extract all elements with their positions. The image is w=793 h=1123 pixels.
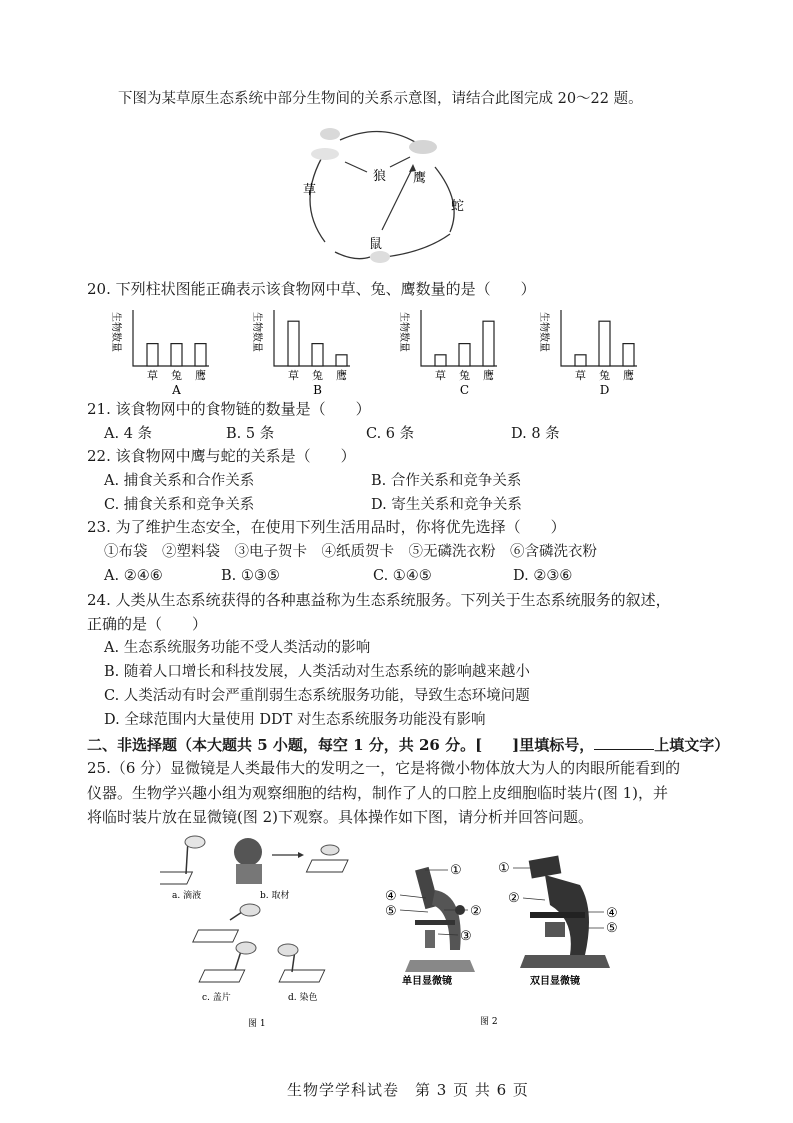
bar-鹰	[195, 344, 206, 366]
category-label: 兔	[171, 369, 182, 382]
bar-兔	[171, 344, 182, 366]
food-web-diagram	[285, 112, 485, 272]
bar-鹰	[623, 344, 634, 366]
section2-title-tail: 上填文字）	[654, 736, 730, 754]
bino-num-4: ④	[606, 906, 618, 921]
y-axis-label: 生物数量	[538, 312, 549, 352]
page-footer: 生物学学科试卷 第 3 页 共 6 页	[287, 1081, 529, 1099]
bar-鹰	[483, 321, 494, 366]
step-b-label: b. 取材	[260, 891, 290, 901]
category-label: 兔	[459, 369, 470, 382]
category-label: 草	[147, 369, 158, 382]
q23-option-b: B. ①③⑤	[221, 568, 280, 584]
section2-title-text: 二、非选择题（本大题共 5 小题，每空 1 分，共 26 分。[ ]里填标号，	[87, 736, 595, 754]
mono-num-3: ③	[460, 929, 472, 944]
label-snake: 蛇	[451, 199, 465, 214]
q21-option-c: C. 6 条	[366, 426, 415, 442]
bar-兔	[459, 344, 470, 366]
bar-草	[288, 321, 299, 366]
q24-option-d: D. 全球范围内大量使用 DDT 对生态系统服务功能没有影响	[104, 712, 486, 728]
chart-option-label: C	[459, 383, 470, 396]
y-axis-label: 生物数量	[398, 312, 409, 352]
mono-num-2: ②	[470, 904, 482, 919]
step-d-label: d. 染色	[288, 993, 318, 1003]
q23-option-a: A. ②④⑥	[104, 568, 163, 584]
arrow-line	[345, 162, 367, 172]
label-mouse: 鼠	[369, 237, 383, 252]
category-label: 兔	[312, 369, 323, 382]
q24-option-c: C. 人类活动有时会严重削弱生态系统服务功能，导致生态环境问题	[104, 688, 530, 704]
category-label: 鹰	[336, 369, 347, 382]
step-c-label: c. 盖片	[202, 993, 231, 1003]
q21-option-b: B. 5 条	[226, 426, 275, 442]
bar-chart-c	[393, 304, 503, 396]
q21-option-a: A. 4 条	[104, 426, 153, 442]
figure-2-caption: 图 2	[480, 1017, 498, 1027]
q22-option-c: C. 捕食关系和竞争关系	[104, 497, 255, 513]
y-axis-label: 生物数量	[110, 312, 121, 352]
category-label: 草	[288, 369, 299, 382]
step-a-illustration	[160, 836, 205, 884]
mono-num-4: ④	[385, 889, 397, 904]
grass-image	[311, 148, 339, 160]
q24-option-a: A. 生态系统服务功能不受人类活动的影响	[104, 640, 371, 656]
q20-stem: 20. 下列柱状图能正确表示该食物网中草、兔、鹰数量的是（ ）	[87, 280, 536, 298]
q22-stem: 22. 该食物网中鹰与蛇的关系是（ ）	[87, 447, 356, 465]
arrow-line	[390, 157, 410, 167]
q25-line2: 仪器。生物学兴趣小组为观察细胞的结构，制作了人的口腔上皮细胞临时装片(图 1)，并	[87, 784, 669, 802]
q21-stem: 21. 该食物网中的食物链的数量是（ ）	[87, 400, 371, 418]
q24-stem-line2: 正确的是（ ）	[87, 615, 208, 633]
q23-option-c: C. ①④⑤	[373, 568, 432, 584]
bino-num-1: ①	[498, 861, 510, 876]
q23-items: ①布袋 ②塑料袋 ③电子贺卡 ④纸质贺卡 ⑤无磷洗衣粉 ⑥含磷洗衣粉	[104, 544, 597, 560]
mono-num-1: ①	[450, 863, 462, 878]
q22-option-b: B. 合作关系和竞争关系	[371, 473, 522, 489]
bar-草	[147, 344, 158, 366]
q23-option-d: D. ②③⑥	[513, 568, 573, 584]
q23-stem: 23. 为了维护生态安全，在使用下列生活用品时，你将优先选择（ ）	[87, 518, 566, 536]
category-label: 草	[435, 369, 446, 382]
label-wolf: 狼	[373, 169, 387, 184]
q24-option-b: B. 随着人口增长和科技发展，人类活动对生态系统的影响越来越小	[104, 664, 530, 680]
step-d-illustration	[278, 944, 325, 982]
bino-num-5: ⑤	[606, 921, 618, 936]
section2-title	[87, 737, 729, 753]
bar-兔	[312, 344, 323, 366]
figure-1	[160, 830, 360, 1030]
arc-top	[340, 131, 415, 142]
bar-chart-d	[533, 304, 643, 396]
bar-草	[575, 355, 586, 366]
figure-1-caption: 图 1	[248, 1019, 266, 1029]
rabbit-image	[320, 128, 340, 140]
y-axis-label: 生物数量	[251, 312, 262, 352]
q22-option-d: D. 寄生关系和竞争关系	[371, 497, 522, 513]
step-c-illustration	[193, 904, 260, 982]
arrow-line	[382, 167, 413, 230]
category-label: 鹰	[623, 369, 634, 382]
q25-line1: 25.（6 分）显微镜是人类最伟大的发明之一，它是将微小物体放大为人的肉眼所能看到的	[87, 759, 681, 777]
bar-鹰	[336, 355, 347, 366]
label-grass: 草	[303, 183, 317, 198]
category-label: 兔	[599, 369, 610, 382]
blank-underline	[594, 737, 654, 750]
chart-option-label: B	[313, 383, 322, 396]
bar-草	[435, 355, 446, 366]
category-label: 草	[575, 369, 586, 382]
mouse-image	[370, 251, 390, 263]
mono-num-5: ⑤	[385, 904, 397, 919]
label-hawk: 鹰	[413, 171, 427, 186]
bino-label: 双目显微镜	[530, 976, 580, 987]
bar-chart-b	[246, 304, 356, 396]
monocular-microscope	[405, 867, 475, 972]
intro-text: 下图为某草原生态系统中部分生物间的关系示意图，请结合此图完成 20～22 题。	[118, 91, 643, 107]
q25-line3: 将临时装片放在显微镜(图 2)下观察。具体操作如下图，请分析并回答问题。	[87, 808, 594, 826]
arc-bottom-right	[385, 234, 450, 257]
step-a-label: a. 滴液	[172, 891, 202, 901]
bar-兔	[599, 321, 610, 366]
bar-chart-a	[105, 304, 215, 396]
q22-option-a: A. 捕食关系和合作关系	[104, 473, 255, 489]
hawk-image	[409, 140, 437, 154]
q21-option-d: D. 8 条	[511, 426, 560, 442]
chart-option-label: D	[599, 383, 610, 396]
q24-stem-line1: 24. 人类从生态系统获得的各种惠益称为生态系统服务。下列关于生态系统服务的叙述，	[87, 591, 671, 609]
arc-bottom-left	[335, 252, 370, 259]
category-label: 鹰	[483, 369, 494, 382]
bino-num-2: ②	[508, 891, 520, 906]
step-b-illustration	[234, 838, 348, 884]
mono-label: 单目显微镜	[402, 976, 452, 987]
figure-2	[380, 850, 640, 1030]
category-label: 鹰	[195, 369, 206, 382]
chart-option-label: A	[172, 383, 181, 396]
